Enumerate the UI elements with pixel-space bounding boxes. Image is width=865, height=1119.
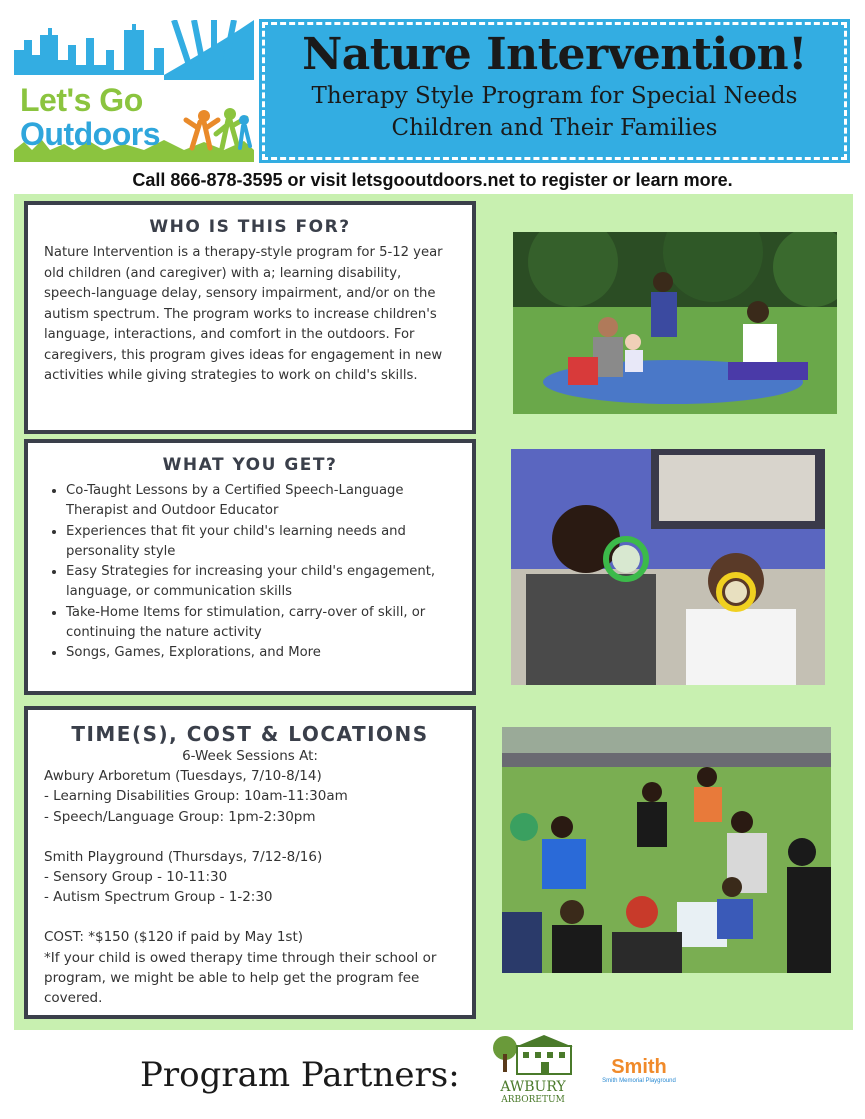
- call-to-action: Call 866-878-3595 or visit letsgooutdoors.net to register or learn more.: [132, 170, 733, 190]
- time-heading: TIME(S), COST & LOCATIONS: [71, 722, 429, 746]
- awbury-arboretum-logo: [487, 1032, 579, 1104]
- what-heading: WHAT YOU GET?: [162, 455, 338, 475]
- list-item: • Easy Strategies for increasing your child's engagement, language, or communication skills: [66, 562, 456, 603]
- smith-subtitle: Smith Memorial Playground: [602, 1078, 676, 1084]
- list-item: • Co-Taught Lessons by a Certified Speech-Language Therapist and Outdoor Educator: [66, 481, 456, 522]
- location-2-group-2: - Autism Spectrum Group - 1-2:30: [44, 889, 273, 906]
- lets-go-outdoors-logo: [14, 20, 254, 162]
- photo-magnifying-glasses: [511, 449, 825, 685]
- location-1-group-2: - Speech/Language Group: 1pm-2:30pm: [44, 808, 316, 825]
- cost-line: COST: *$150 ($120 if paid by May 1st): [44, 929, 304, 946]
- page-title: Nature Intervention!: [302, 29, 807, 80]
- program-partners-label: Program Partners:: [140, 1055, 460, 1095]
- photo-group-activity: [502, 727, 831, 973]
- benefits-list: [44, 481, 456, 664]
- sessions-label: 6-Week Sessions At:: [182, 748, 318, 764]
- list-item: • Take-Home Items for stimulation, carry-over of skill, or continuing the nature activity: [66, 603, 456, 644]
- house-icon: [487, 1032, 579, 1076]
- location-1-group-1: - Learning Disabilities Group: 10am-11:30am: [44, 788, 348, 805]
- photo-family-picnic: [513, 232, 837, 414]
- smith-name: Smith: [611, 1056, 667, 1078]
- location-2: Smith Playground (Thursdays, 7/12-8/16): [44, 848, 323, 865]
- schedule-details: [44, 746, 456, 1008]
- title-banner: [262, 22, 847, 160]
- who-body: Nature Intervention is a therapy-style program for 5-12 year old children (and caregiver) with a; learning disability, speech-language delay, sensory impairment, and/or on the autism spectrum. The program works to increase children's language, interactions, and comfort in the outdoors. For caregivers, this program gives ideas for engagement in new activities while giving strategies to work on child's skills.: [44, 245, 443, 383]
- fee-note: *If your child is owed therapy time through their school or program, we might be able to help get the program fee covered.: [44, 949, 437, 1007]
- kids-figures-icon: [186, 108, 250, 148]
- awbury-line-1: AWBURY: [500, 1079, 566, 1095]
- location-1: Awbury Arboretum (Tuesdays, 7/10-8/14): [44, 768, 322, 785]
- who-heading: WHO IS THIS FOR?: [149, 217, 351, 237]
- location-2-group-1: - Sensory Group - 10-11:30: [44, 869, 228, 886]
- time-cost-locations-section: [24, 706, 476, 1019]
- logo-line-2: Outdoors: [20, 116, 160, 152]
- awbury-line-2: ARBORETUM: [501, 1095, 565, 1105]
- subtitle-line-1: Therapy Style Program for Special Needs: [311, 83, 798, 109]
- who-is-this-for-section: [24, 201, 476, 434]
- list-item: • Experiences that fit your child's learning needs and personality style: [66, 522, 456, 563]
- logo-line-1: Let's Go: [20, 82, 143, 118]
- what-you-get-section: [24, 439, 476, 695]
- smith-playground-logo: [594, 1056, 684, 1096]
- list-item: • Songs, Games, Explorations, and More: [66, 643, 456, 663]
- subtitle-line-2: Children and Their Families: [391, 115, 718, 141]
